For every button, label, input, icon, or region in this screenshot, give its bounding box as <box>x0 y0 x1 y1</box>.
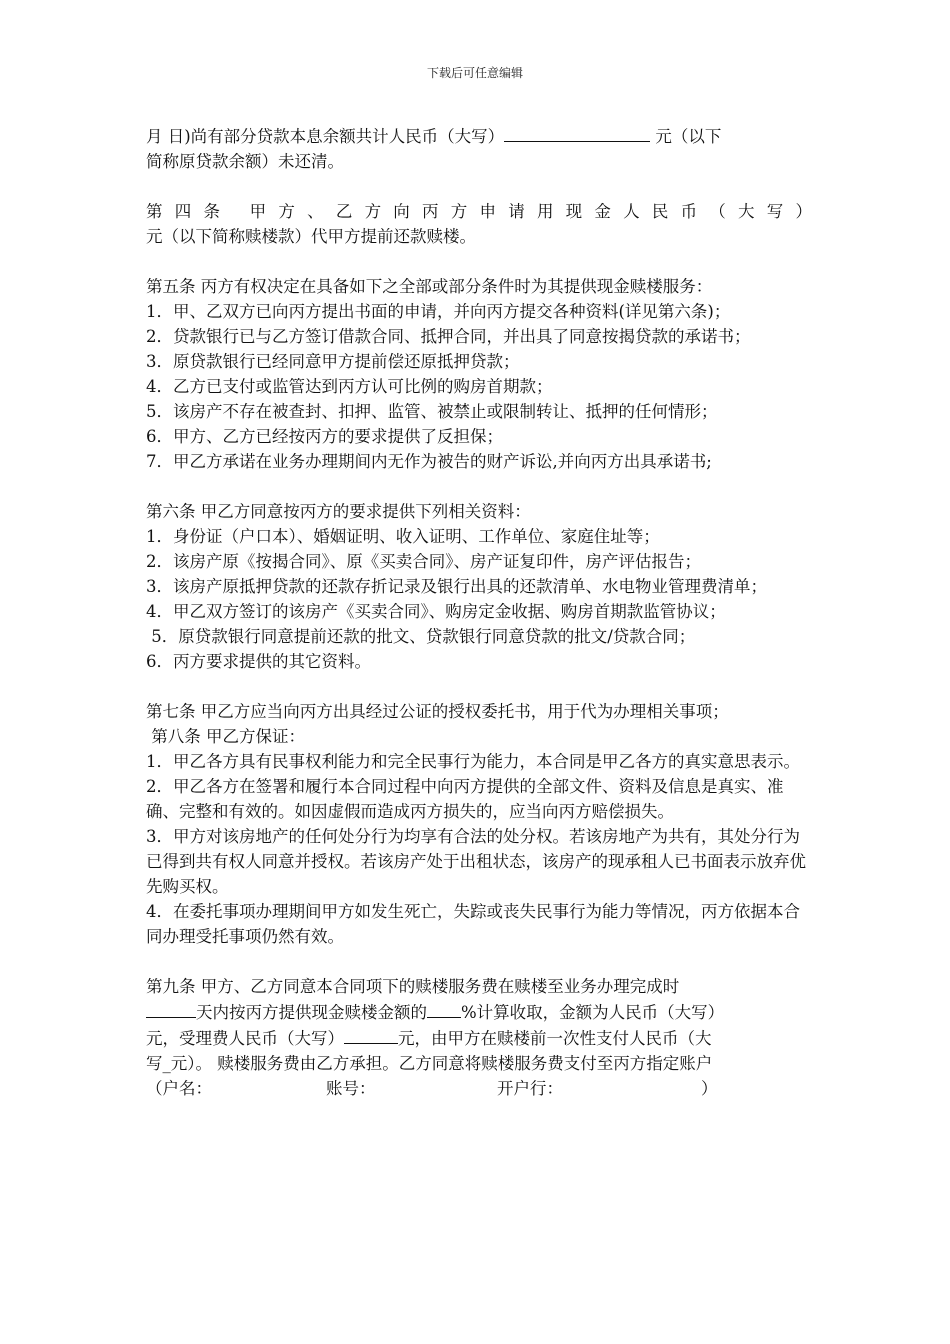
account-bank-label: 开户行： <box>497 1079 563 1098</box>
list-item: 2．该房产原《按揭合同》、原《买卖合同》、房产证复印件，房产评估报告； <box>146 552 701 571</box>
list-item: 4．乙方已支付或监管达到丙方认可比例的购房首期款； <box>146 377 553 396</box>
account-close-paren: ） <box>701 1079 718 1098</box>
list-item: 1．甲、乙双方已向丙方提出书面的申请，并向丙方提交各种资料(详见第六条)； <box>146 302 731 321</box>
list-item: 1．甲乙各方具有民事权利能力和完全民事行为能力，本合同是甲乙各方的真实意思表示。 <box>146 752 800 771</box>
account-info-row <box>146 1076 812 1101</box>
article-9-line-2: 天内按丙方提供现金赎楼金额的 %计算收取，金额为人民币（大写） <box>146 999 812 1025</box>
article-7: 第七条 甲乙方应当向丙方出具经过公证的授权委托书，用于代为办理相关事项； <box>146 702 729 721</box>
account-number-label: 账号： <box>326 1079 376 1098</box>
account-name-label: （户名： <box>146 1079 212 1098</box>
list-item: 7．甲乙方承诺在业务办理期间内无作为被告的财产诉讼,并向丙方出具承诺书; <box>146 452 712 471</box>
article-9-line-3: 元，受理费人民币（大写） 元，由甲方在赎楼前一次性支付人民币（大 <box>146 1025 812 1051</box>
article-9-line-4: 写_元）。 赎楼服务费由乙方承担。乙方同意将赎楼服务费支付至丙方指定账户 <box>146 1054 713 1073</box>
article-8-title: 第八条 甲乙方保证： <box>146 727 305 746</box>
list-item: 6．甲方、乙方已经按丙方的要求提供了反担保； <box>146 427 503 446</box>
list-item: 3．该房产原抵押贷款的还款存折记录及银行出具的还款清单、水电物业管理费清单； <box>146 577 767 596</box>
blank-field <box>344 1025 398 1044</box>
list-item: 3．甲方对该房地产的任何处分行为均享有合法的处分权。若该房地产为共有，其处分行为已得到共有权人同意并授权。若该房产处于出租状态，该房产的现承租人已书面表示放弃优先购买权。 <box>146 827 806 896</box>
list-item: 2．贷款银行已与乙方签订借款合同、抵押合同，并出具了同意按揭贷款的承诺书； <box>146 327 751 346</box>
blank-field <box>146 999 196 1018</box>
article-5-title: 第五条 丙方有权决定在具备如下之全部或部分条件时为其提供现金赎楼服务： <box>146 277 713 296</box>
list-item: 2．甲乙各方在签署和履行本合同过程中向丙方提供的全部文件、资料及信息是真实、准确、完整和有效的。如因虚假而造成丙方损失的，应当向丙方赔偿损失。 <box>146 777 784 821</box>
intro-line-2: 简称原贷款余额）未还清。 <box>146 152 344 171</box>
article-6-title: 第六条 甲乙方同意按丙方的要求提供下列相关资料： <box>146 502 531 521</box>
page-header: 下载后可任意编辑 <box>426 66 523 80</box>
list-item: 5．该房产不存在被查封、扣押、监管、被禁止或限制转让、抵押的任何情形； <box>146 402 718 421</box>
blank-field <box>427 999 461 1018</box>
article-4-line-1: 第四条 甲方、乙方向丙方申请用现金人民币（大写） <box>146 202 812 221</box>
article-9-line-1: 第九条 甲方、乙方同意本合同项下的赎楼服务费在赎楼至业务办理完成时 <box>146 977 680 996</box>
intro-line-1: 月 日)尚有部分贷款本息余额共计人民币（大写） 元（以下 <box>146 123 812 149</box>
article-4-line-2: 元（以下简称赎楼款）代甲方提前还款赎楼。 <box>146 227 476 246</box>
list-item: 5．原贷款银行同意提前还款的批文、贷款银行同意贷款的批文/贷款合同； <box>146 627 696 646</box>
blank-field <box>504 123 650 142</box>
list-item: 4．在委托事项办理期间甲方如发生死亡，失踪或丧失民事行为能力等情况，丙方依据本合同办理受托事项仍然有效。 <box>146 902 800 946</box>
list-item: 1．身份证（户口本）、婚姻证明、收入证明、工作单位、家庭住址等； <box>146 527 660 546</box>
list-item: 6．丙方要求提供的其它资料。 <box>146 652 371 671</box>
list-item: 3．原贷款银行已经同意甲方提前偿还原抵押贷款； <box>146 352 520 371</box>
list-item: 4．甲乙双方签订的该房产《买卖合同》、购房定金收据、购房首期款监管协议； <box>146 602 726 621</box>
document-body <box>146 123 812 1101</box>
